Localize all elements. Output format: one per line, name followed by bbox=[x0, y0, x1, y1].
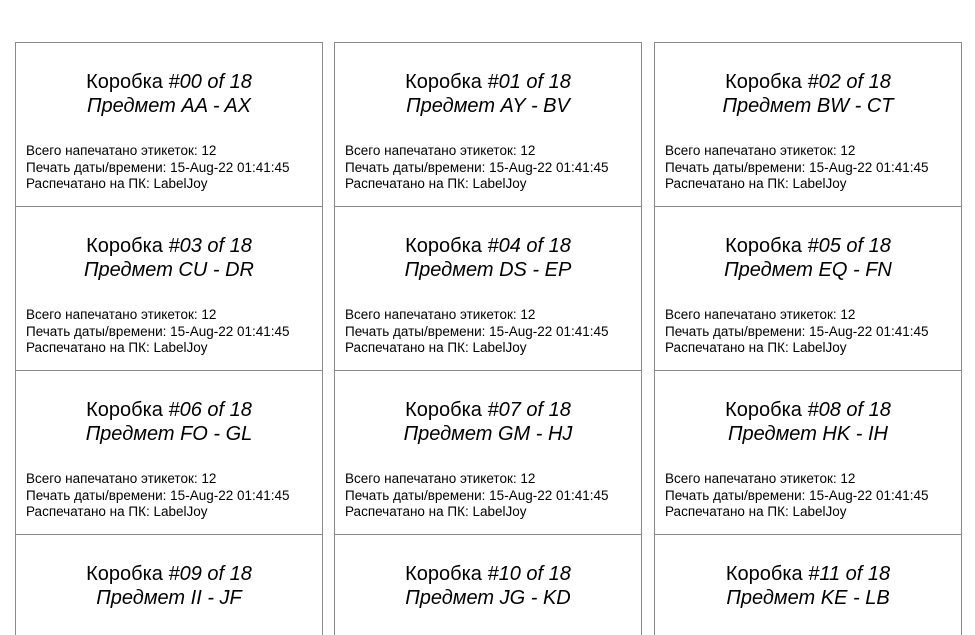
label-info bbox=[345, 307, 609, 357]
label-item-range: Предмет KE - LB bbox=[726, 587, 890, 609]
print-datetime: Печать даты/времени: 15-Aug-22 01:41:45 bbox=[345, 487, 609, 503]
label-box-01 bbox=[335, 43, 641, 207]
box-number: #11 of 18 bbox=[808, 563, 891, 585]
label-info bbox=[345, 143, 609, 193]
printed-on: Распечатано на ПК: LabelJoy bbox=[345, 504, 527, 519]
label-item-range: Предмет FO - GL bbox=[85, 423, 253, 445]
label-item-range: Предмет II - JF bbox=[96, 587, 242, 609]
print-datetime: Печать даты/времени: 15-Aug-22 01:41:45 bbox=[665, 487, 929, 503]
label-box-03 bbox=[16, 207, 322, 371]
total-printed: Всего напечатано этикеток: 12 bbox=[665, 307, 856, 322]
label-item-range: Предмет HK - IH bbox=[728, 423, 888, 445]
box-word: Коробка bbox=[86, 399, 163, 421]
total-printed: Всего напечатано этикеток: 12 bbox=[26, 143, 217, 158]
box-number: #09 of 18 bbox=[168, 563, 252, 585]
label-box-10 bbox=[335, 535, 641, 635]
label-title bbox=[16, 234, 322, 258]
label-column-3 bbox=[654, 42, 962, 635]
label-item-range: Предмет AA - AX bbox=[86, 95, 252, 117]
printed-on: Распечатано на ПК: LabelJoy bbox=[26, 504, 208, 519]
label-title bbox=[335, 70, 641, 94]
label-item-range: Предмет BW - CT bbox=[722, 95, 894, 117]
label-box-07 bbox=[335, 371, 641, 535]
print-datetime: Печать даты/времени: 15-Aug-22 01:41:45 bbox=[665, 159, 929, 175]
print-datetime: Печать даты/времени: 15-Aug-22 01:41:45 bbox=[665, 323, 929, 339]
label-box-09 bbox=[16, 535, 322, 635]
box-number: #05 of 18 bbox=[807, 235, 891, 257]
box-word: Коробка bbox=[405, 563, 482, 585]
label-info bbox=[665, 143, 929, 193]
box-word: Коробка bbox=[86, 235, 163, 257]
label-title bbox=[655, 398, 961, 422]
box-word: Коробка bbox=[86, 71, 163, 93]
printed-on: Распечатано на ПК: LabelJoy bbox=[26, 176, 208, 191]
label-item-range: Предмет GM - HJ bbox=[403, 423, 573, 445]
label-info bbox=[665, 307, 929, 357]
label-item-range: Предмет CU - DR bbox=[84, 259, 254, 281]
print-datetime: Печать даты/времени: 15-Aug-22 01:41:45 bbox=[26, 487, 290, 503]
box-number: #00 of 18 bbox=[168, 71, 252, 93]
label-title bbox=[16, 398, 322, 422]
label-item-range: Предмет DS - EP bbox=[404, 259, 572, 281]
label-box-04 bbox=[335, 207, 641, 371]
label-item-range: Предмет JG - KD bbox=[405, 587, 571, 609]
total-printed: Всего напечатано этикеток: 12 bbox=[345, 143, 536, 158]
label-box-08 bbox=[655, 371, 961, 535]
box-number: #04 of 18 bbox=[487, 235, 571, 257]
label-title bbox=[16, 70, 322, 94]
label-item-range: Предмет EQ - FN bbox=[724, 259, 892, 281]
box-number: #06 of 18 bbox=[168, 399, 252, 421]
box-number: #03 of 18 bbox=[168, 235, 252, 257]
label-info bbox=[26, 143, 290, 193]
box-word: Коробка bbox=[725, 563, 803, 585]
box-number: #01 of 18 bbox=[487, 71, 571, 93]
print-datetime: Печать даты/времени: 15-Aug-22 01:41:45 bbox=[345, 159, 609, 175]
label-box-11 bbox=[655, 535, 961, 635]
print-datetime: Печать даты/времени: 15-Aug-22 01:41:45 bbox=[345, 323, 609, 339]
total-printed: Всего напечатано этикеток: 12 bbox=[665, 143, 856, 158]
label-info bbox=[26, 471, 290, 521]
printed-on: Распечатано на ПК: LabelJoy bbox=[665, 340, 847, 355]
label-column-1 bbox=[15, 42, 323, 635]
label-title bbox=[16, 562, 322, 586]
box-word: Коробка bbox=[725, 71, 802, 93]
box-number: #10 of 18 bbox=[487, 563, 571, 585]
label-title bbox=[335, 398, 641, 422]
label-info bbox=[345, 471, 609, 521]
printed-on: Распечатано на ПК: LabelJoy bbox=[345, 340, 527, 355]
label-item-range: Предмет AY - BV bbox=[406, 95, 570, 117]
box-number: #07 of 18 bbox=[487, 399, 571, 421]
box-word: Коробка bbox=[405, 235, 482, 257]
total-printed: Всего напечатано этикеток: 12 bbox=[26, 307, 217, 322]
total-printed: Всего напечатано этикеток: 12 bbox=[345, 307, 536, 322]
total-printed: Всего напечатано этикеток: 12 bbox=[345, 471, 536, 486]
label-title bbox=[655, 562, 961, 586]
print-datetime: Печать даты/времени: 15-Aug-22 01:41:45 bbox=[26, 159, 290, 175]
label-column-2 bbox=[334, 42, 642, 635]
label-box-00 bbox=[16, 43, 322, 207]
box-word: Коробка bbox=[725, 235, 802, 257]
box-word: Коробка bbox=[405, 71, 482, 93]
label-box-02 bbox=[655, 43, 961, 207]
box-number: #02 of 18 bbox=[807, 71, 891, 93]
printed-on: Распечатано на ПК: LabelJoy bbox=[665, 504, 847, 519]
box-number: #08 of 18 bbox=[807, 399, 891, 421]
box-word: Коробка bbox=[725, 399, 802, 421]
print-datetime: Печать даты/времени: 15-Aug-22 01:41:45 bbox=[26, 323, 290, 339]
box-word: Коробка bbox=[405, 399, 482, 421]
label-title bbox=[655, 70, 961, 94]
label-box-05 bbox=[655, 207, 961, 371]
box-word: Коробка bbox=[86, 563, 163, 585]
printed-on: Распечатано на ПК: LabelJoy bbox=[665, 176, 847, 191]
label-box-06 bbox=[16, 371, 322, 535]
label-title bbox=[335, 234, 641, 258]
label-info bbox=[26, 307, 290, 357]
label-title bbox=[335, 562, 641, 586]
printed-on: Распечатано на ПК: LabelJoy bbox=[345, 176, 527, 191]
printed-on: Распечатано на ПК: LabelJoy bbox=[26, 340, 208, 355]
label-title bbox=[655, 234, 961, 258]
total-printed: Всего напечатано этикеток: 12 bbox=[665, 471, 856, 486]
label-info bbox=[665, 471, 929, 521]
total-printed: Всего напечатано этикеток: 12 bbox=[26, 471, 217, 486]
